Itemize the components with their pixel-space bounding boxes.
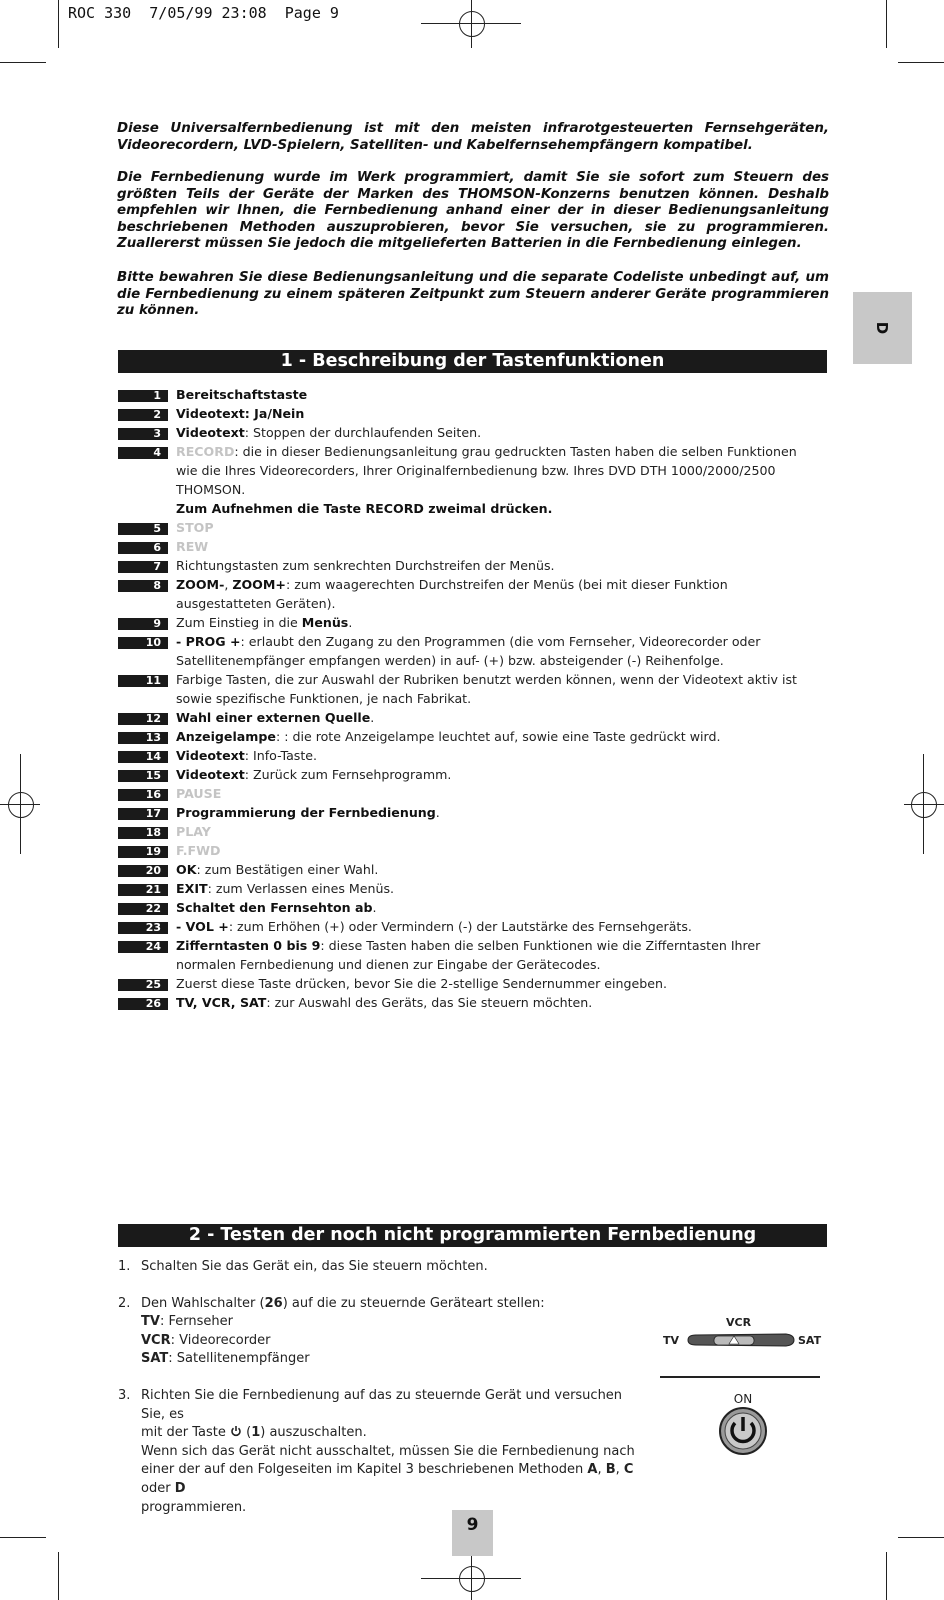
item-bold: TV, VCR, SAT <box>176 995 267 1010</box>
function-item <box>118 765 818 784</box>
item-bold2: Zum Aufnehmen die Taste RECORD zweimal drücken. <box>176 501 553 516</box>
item-number-badge: 13 <box>118 732 168 744</box>
item-text: : erlaubt den Zugang zu den Programmen (die vom Fernseher, Videorecorder oder Satellitenempfänger empfangen werden) in auf- (+) bzw. absteigender (-) Reihenfolge. <box>176 634 761 668</box>
step-2 <box>118 1295 648 1369</box>
item-number-badge: 19 <box>118 846 168 858</box>
step-number: 1. <box>118 1259 131 1274</box>
language-tab-label: D <box>873 321 892 335</box>
item-bold: ZOOM- <box>176 577 225 592</box>
item-bold: Videotext <box>176 767 245 782</box>
item-number-badge: 5 <box>118 523 168 535</box>
item-number-badge: 2 <box>118 409 168 421</box>
step-1 <box>118 1258 648 1277</box>
item-number-badge: 12 <box>118 713 168 725</box>
item-number-badge: 11 <box>118 675 168 687</box>
text: programmieren. <box>141 1499 247 1515</box>
item-description <box>176 708 818 727</box>
function-item <box>118 613 818 632</box>
item-bold: Menüs <box>301 615 349 630</box>
item-bold: Zifferntasten 0 bis 9 <box>176 938 321 953</box>
item-number-badge: 21 <box>118 884 168 896</box>
section-2-heading: 2 - Testen der noch nicht programmierten Fernbedienung <box>118 1224 827 1247</box>
item-text: : zum Erhöhen (+) oder Vermindern (-) der Lautstärke des Fernsehgeräts. <box>228 919 692 934</box>
item-description <box>176 822 818 841</box>
item-bold: - PROG + <box>176 634 241 649</box>
item-bold: Videotext <box>176 748 245 763</box>
item-description <box>176 974 818 993</box>
item-text: : die in dieser Bedienungsanleitung grau gedruckten Tasten haben die selben Funktionen wie die Ihres Videorecorders, Ihrer Originalfernbedienung bzw. Ihres DVD DTH 1000/2000/2500 THOMSON. <box>176 444 797 497</box>
item-grey: STOP <box>176 520 214 535</box>
step-text <box>141 1295 648 1369</box>
step-number: 2. <box>118 1295 131 1311</box>
item-text: Zuerst diese Taste drücken, bevor Sie die 2-stellige Sendernummer eingeben. <box>176 976 667 991</box>
crop-mark <box>886 0 887 48</box>
function-item <box>118 727 818 746</box>
item-description <box>176 556 818 575</box>
function-item <box>118 556 818 575</box>
section-1-heading: 1 - Beschreibung der Tastenfunktionen <box>118 350 827 373</box>
item-bold: Videotext <box>176 425 245 440</box>
method-c: C <box>623 1462 634 1478</box>
item-text: : zum waagerechten Durchstreifen der Menüs (bei mit dieser Funktion ausgestatteten Geräten). <box>176 577 728 611</box>
function-item <box>118 822 818 841</box>
item-pre: Zum Einstieg in die <box>176 615 302 630</box>
step-text: Richten Sie die Fernbedienung auf das zu steuernde Gerät und versuchen Sie, es mit der Taste (1) auszuschalten. Wenn sich das Gerät nicht ausschaltet, müssen Sie die Fernbedienung nach einer der auf den Folgeseiten im Kapitel 3 beschriebenen Methoden A, B, C oder D programmieren. <box>141 1387 635 1515</box>
registration-line <box>471 0 472 48</box>
item-description <box>176 670 818 708</box>
item-text: : zur Auswahl des Geräts, das Sie steuern möchten. <box>266 995 593 1010</box>
method-b: B <box>605 1462 616 1478</box>
item-bold: Anzeigelampe <box>176 729 276 744</box>
registration-line <box>923 754 924 854</box>
vcr-desc: : Videorecorder <box>170 1332 271 1348</box>
function-item <box>118 898 818 917</box>
item-description <box>176 727 818 746</box>
item-number-badge: 25 <box>118 979 168 991</box>
function-item <box>118 518 818 537</box>
item-text: . <box>370 710 375 725</box>
sat-label: SAT <box>141 1351 169 1367</box>
text: oder <box>141 1480 175 1496</box>
item-grey: RECORD <box>176 444 235 459</box>
item-text: : Stoppen der durchlaufenden Seiten. <box>244 425 482 440</box>
function-item <box>118 575 818 613</box>
item-number-badge: 18 <box>118 827 168 839</box>
function-item <box>118 917 818 936</box>
tv-desc: : Fernseher <box>159 1314 233 1330</box>
print-header: ROC 330 7/05/99 23:08 Page 9 <box>68 4 339 22</box>
item-text: : zum Verlassen eines Menüs. <box>207 881 395 896</box>
item-grey: REW <box>176 539 209 554</box>
slider-switch-icon <box>686 1331 796 1349</box>
text: , <box>597 1462 606 1478</box>
item-number-badge: 1 <box>118 390 168 402</box>
registration-line <box>471 1553 472 1600</box>
crop-mark <box>58 0 59 48</box>
intro-paragraph-3: Bitte bewahren Sie diese Bedienungsanleitung und die separate Codeliste unbedingt auf, um die Fernbedienung zu einem späteren Zeitpunkt zum Steuern anderer Geräte programmieren zu können. <box>117 270 829 318</box>
text-bold: 26 <box>264 1295 283 1311</box>
step-text: Schalten Sie das Gerät ein, das Sie steuern möchten. <box>141 1259 488 1274</box>
text: , <box>615 1462 624 1478</box>
power-button-icon <box>718 1406 768 1456</box>
item-bold-b: ZOOM+ <box>232 577 286 592</box>
function-item <box>118 537 818 556</box>
registration-mark-top <box>459 11 485 37</box>
switch-label-vcr: VCR <box>726 1316 752 1329</box>
registration-line <box>904 804 944 805</box>
step-3 <box>118 1387 648 1517</box>
tv-label: TV <box>141 1314 160 1330</box>
test-steps <box>118 1258 648 1517</box>
item-bold: - VOL + <box>176 919 229 934</box>
text: ) auf die zu steuernde Geräteart stellen: <box>282 1295 545 1311</box>
item-description <box>176 385 818 404</box>
crop-mark <box>886 1552 887 1600</box>
item-description <box>176 803 818 822</box>
function-item <box>118 404 818 423</box>
text: Den Wahlschalter ( <box>141 1295 265 1311</box>
item-bold: Schaltet den Fernsehton ab <box>176 900 373 915</box>
registration-mark-left <box>8 792 34 818</box>
item-number-badge: 26 <box>118 998 168 1010</box>
crop-mark <box>0 1537 46 1538</box>
registration-line <box>20 754 21 854</box>
item-description <box>176 575 818 613</box>
item-description <box>176 442 818 518</box>
item-description <box>176 898 818 917</box>
item-text: . <box>372 900 377 915</box>
function-item <box>118 974 818 993</box>
function-item <box>118 879 818 898</box>
item-description <box>176 936 818 974</box>
item-bold: Videotext: Ja/Nein <box>176 406 305 421</box>
item-description <box>176 404 818 423</box>
item-number-badge: 20 <box>118 865 168 877</box>
function-item <box>118 423 818 442</box>
item-number-badge: 24 <box>118 941 168 953</box>
on-button-illustration <box>713 1392 773 1456</box>
text: Wenn sich das Gerät nicht ausschaltet, müssen Sie die Fernbedienung nach einer der auf den Folgeseiten im Kapitel 3 beschriebenen Methoden <box>141 1443 635 1478</box>
item-number-badge: 10 <box>118 637 168 649</box>
step-number: 3. <box>118 1387 131 1403</box>
item-text: : : die rote Anzeigelampe leuchtet auf, sowie eine Taste gedrückt wird. <box>275 729 721 744</box>
item-description <box>176 746 818 765</box>
item-grey: PLAY <box>176 824 211 839</box>
crop-mark <box>898 62 944 63</box>
item-number-badge: 6 <box>118 542 168 554</box>
item-text: . <box>348 615 353 630</box>
crop-mark <box>58 1552 59 1600</box>
function-item <box>118 841 818 860</box>
button-function-list <box>118 385 818 1012</box>
text: Richten Sie die Fernbedienung auf das zu steuernde Gerät und versuchen Sie, es <box>141 1387 623 1422</box>
language-tab <box>853 292 912 364</box>
crop-mark <box>898 1537 944 1538</box>
function-item <box>118 746 818 765</box>
item-number-badge: 7 <box>118 561 168 573</box>
function-item <box>118 708 818 727</box>
intro-paragraph-2: Die Fernbedienung wurde im Werk programmiert, damit Sie sie sofort zum Steuern des größten Teils der Geräte der Marken des THOMSON-Konzerns benutzen können. Deshalb empfehlen wir Ihnen, die Fernbedienung anhand einer der in dieser Bedienungsanleitung beschriebenen Methoden auszuprobieren, bevor Sie versuchen, sie zu programmieren. Zuallererst müssen Sie jedoch die mitgelieferten Batterien in die Fernbedienung einlegen. <box>117 170 829 251</box>
item-bold: Wahl einer externen Quelle <box>176 710 371 725</box>
text: mit der Taste <box>141 1425 230 1441</box>
item-bold: OK <box>176 862 197 877</box>
item-text: : zum Bestätigen einer Wahl. <box>196 862 379 877</box>
intro-paragraph-1: Diese Universalfernbedienung ist mit den meisten infrarotgesteuerten Fernsehgeräten, Videorecordern, LVD-Spielern, Satelliten- und Kabelfernsehempfängern kompatibel. <box>117 121 829 153</box>
function-item <box>118 670 818 708</box>
item-description <box>176 613 818 632</box>
item-description <box>176 632 818 670</box>
item-number-badge: 9 <box>118 618 168 630</box>
item-text: . <box>435 805 440 820</box>
power-icon <box>230 1425 242 1437</box>
item-description <box>176 537 818 556</box>
text-bold: 1 <box>251 1425 261 1441</box>
item-description <box>176 765 818 784</box>
item-number-badge: 4 <box>118 447 168 459</box>
sat-desc: : Satellitenempfänger <box>168 1351 310 1367</box>
item-number-badge: 14 <box>118 751 168 763</box>
item-grey: PAUSE <box>176 786 222 801</box>
item-description <box>176 841 818 860</box>
item-text: Farbige Tasten, die zur Auswahl der Rubriken benutzt werden können, wenn der Videotext aktiv ist sowie spezifische Funktionen, je nach Fabrikat. <box>176 672 797 706</box>
function-item <box>118 385 818 404</box>
item-number-badge: 3 <box>118 428 168 440</box>
item-number-badge: 16 <box>118 789 168 801</box>
item-grey: F.FWD <box>176 843 221 858</box>
item-number-badge: 8 <box>118 580 168 592</box>
item-description <box>176 784 818 803</box>
item-bold: Bereitschaftstaste <box>176 387 308 402</box>
item-number-badge: 23 <box>118 922 168 934</box>
item-number-badge: 17 <box>118 808 168 820</box>
divider <box>660 1376 820 1378</box>
text: ) auszuschalten. <box>260 1425 367 1441</box>
function-item <box>118 803 818 822</box>
function-item <box>118 993 818 1012</box>
item-text: : Zurück zum Fernsehprogramm. <box>244 767 452 782</box>
mode-switch-illustration <box>660 1316 820 1356</box>
registration-mark-bottom <box>459 1566 485 1592</box>
function-item <box>118 632 818 670</box>
item-description <box>176 423 818 442</box>
on-label: ON <box>733 1392 753 1406</box>
item-sep: , <box>224 577 233 592</box>
item-text: : Info-Taste. <box>244 748 318 763</box>
item-description <box>176 860 818 879</box>
item-description <box>176 993 818 1012</box>
vcr-label: VCR <box>141 1332 171 1348</box>
item-text: Richtungstasten zum senkrechten Durchstreifen der Menüs. <box>176 558 555 573</box>
function-item <box>118 860 818 879</box>
item-description <box>176 518 818 537</box>
crop-mark <box>0 62 46 63</box>
method-a: A <box>587 1462 598 1478</box>
method-d: D <box>174 1480 186 1496</box>
function-item <box>118 442 818 518</box>
item-number-badge: 15 <box>118 770 168 782</box>
item-description <box>176 917 818 936</box>
switch-label-tv: TV <box>663 1334 680 1347</box>
registration-mark-right <box>911 792 937 818</box>
switch-label-sat: SAT <box>798 1334 822 1347</box>
item-bold: EXIT <box>176 881 208 896</box>
page-number: 9 <box>452 1510 493 1556</box>
function-item <box>118 784 818 803</box>
function-item <box>118 936 818 974</box>
item-number-badge: 22 <box>118 903 168 915</box>
item-bold: Programmierung der Fernbedienung <box>176 805 436 820</box>
item-text: : diese Tasten haben die selben Funktionen wie die Zifferntasten Ihrer normalen Fernbedienung und dienen zur Eingabe der Gerätecodes. <box>176 938 761 972</box>
item-description <box>176 879 818 898</box>
